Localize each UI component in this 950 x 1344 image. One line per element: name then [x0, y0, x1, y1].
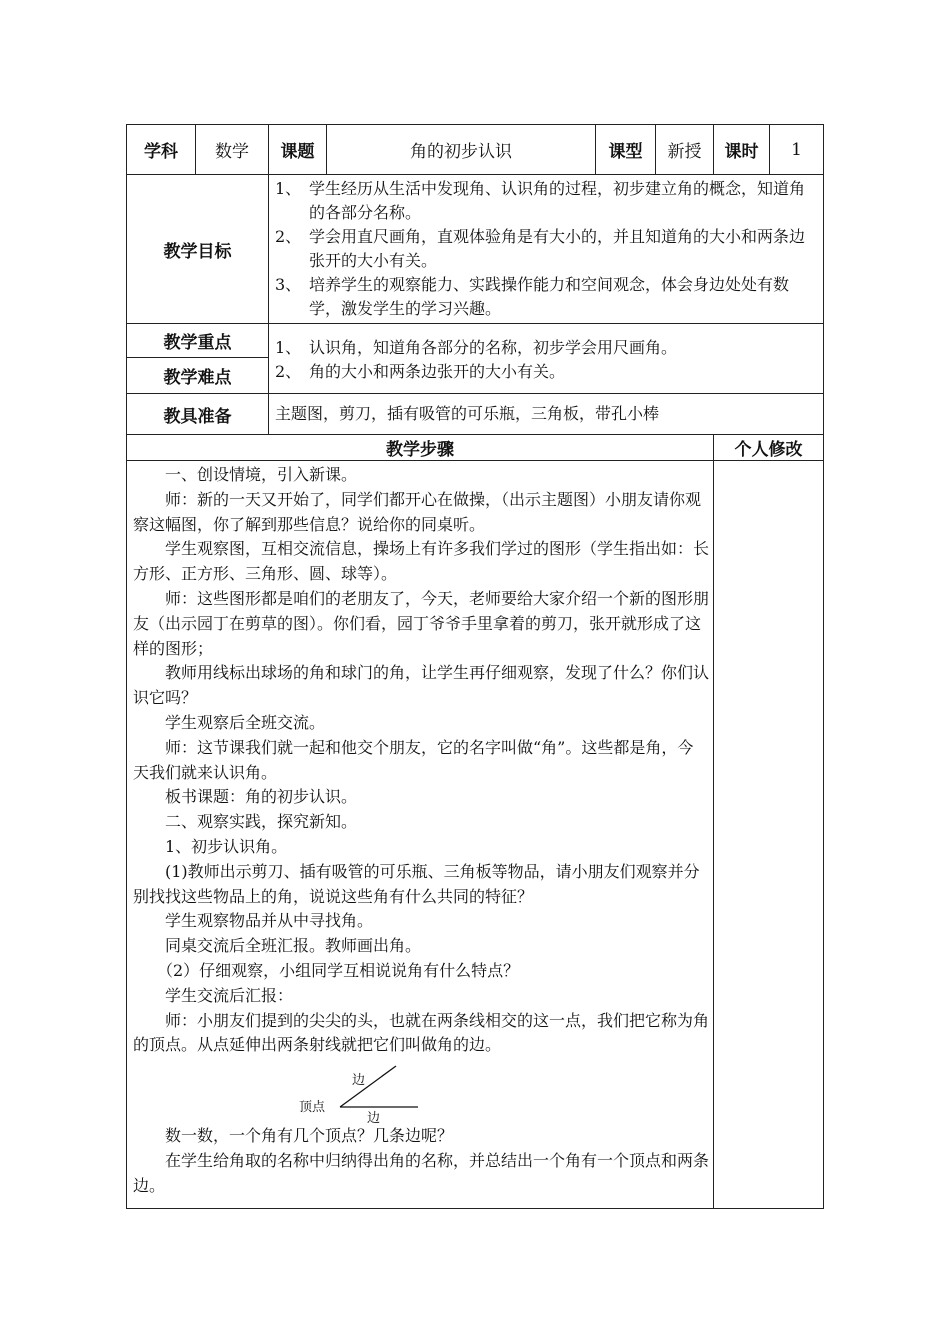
type-value: 新授 [656, 125, 714, 175]
focus-item: 1、 认识角，知道角各部分的名称，初步学会用尺画角。 [275, 337, 678, 357]
tools-label: 教具准备 [127, 394, 269, 435]
steps-content-row [127, 461, 824, 1209]
step-paragraph: 学生观察物品并从中寻找角。 [165, 911, 374, 931]
step-paragraph: 师：新的一天又开始了，同学们都开心在做操，（出示主题图）小朋友请你观察这幅图，你了解到那些信息？说给你的同桌听。 [133, 489, 702, 534]
goals-content [269, 175, 824, 324]
step-paragraph: 1、初步认识角。 [165, 836, 288, 856]
steps-content [127, 461, 714, 1209]
hours-value: 1 [770, 125, 824, 175]
step-paragraph: 教师用线标出球场的角和球门的角，让学生再仔细观察，发现了什么？你们认识它吗？ [133, 663, 710, 708]
steps-header-row [127, 435, 824, 461]
personal-edit-cell[interactable] [714, 461, 824, 1209]
type-label: 课型 [596, 125, 656, 175]
subject-label: 学科 [127, 125, 196, 175]
steps-after [133, 1124, 709, 1198]
step-paragraph: 一、创设情境，引入新课。 [165, 465, 358, 484]
side-top-label: 边 [352, 1073, 366, 1089]
step-paragraph: 学生观察后全班交流。 [165, 712, 326, 732]
angle-diagram [133, 1062, 709, 1127]
goals-label: 教学目标 [127, 175, 269, 324]
side-bottom-label: 边 [367, 1111, 381, 1127]
topic-label: 课题 [269, 125, 327, 175]
steps-label: 教学步骤 [127, 435, 714, 461]
step-paragraph: 在学生给角取的名称中归纳得出角的名称，并总结出一个角有一个顶点和两条边。 [133, 1150, 710, 1195]
step-paragraph: 同桌交流后全班汇报。教师画出角。 [165, 936, 422, 956]
subject-value: 数学 [196, 125, 269, 175]
step-paragraph: （2）仔细观察，小组同学互相说说角有什么特点？ [157, 960, 520, 980]
focus-item: 2、 角的大小和两条边张开的大小有关。 [275, 361, 566, 381]
steps-before [133, 463, 709, 1058]
step-paragraph: 板书课题：角的初步认识。 [165, 787, 358, 807]
hours-label: 课时 [714, 125, 770, 175]
tools-row [127, 394, 824, 435]
edit-label: 个人修改 [714, 435, 824, 461]
goal-item: 2、 学会用直尺画角，直观体验角是有大小的，并且知道角的大小和两条边张开的大小有关。 [275, 227, 806, 270]
angle-icon [328, 1062, 468, 1122]
step-paragraph: 学生交流后汇报： [165, 985, 294, 1005]
step-paragraph: 学生观察图，互相交流信息，操场上有许多我们学过的图形（学生指出如：长方形、正方形、三角形、圆、球等）。 [133, 539, 710, 584]
lesson-plan-table [126, 124, 824, 1209]
difficult-points-label: 教学难点 [127, 358, 269, 394]
topic-value: 角的初步认识 [327, 125, 596, 175]
step-paragraph: 二、观察实践，探究新知。 [165, 812, 358, 832]
step-paragraph: (1)教师出示剪刀、插有吸管的可乐瓶、三角板等物品，请小朋友们观察并分别找找这些物品上的角，说说这些角有什么共同的特征？ [133, 861, 700, 906]
goal-item: 3、 培养学生的观察能力、实践操作能力和空间观念，体会身边处处有数学，激发学生的学习兴趣。 [275, 275, 790, 318]
vertex-label: 顶点 [299, 1100, 326, 1116]
header-row [127, 125, 824, 175]
focus-content [269, 324, 824, 394]
lesson-plan-sheet [126, 124, 823, 1209]
step-paragraph: 师：小朋友们提到的尖尖的头，也就在两条线相交的这一点，我们把它称为角的顶点。从点延伸出两条射线就把它们叫做角的边。 [133, 1010, 710, 1055]
step-paragraph: 师：这些图形都是咱们的老朋友了，今天，老师要给大家介绍一个新的图形朋友（出示园丁在剪草的图）。你们看，园丁爷爷手里拿着的剪刀，张开就形成了这样的图形； [133, 588, 710, 658]
goals-row [127, 175, 824, 324]
key-points-label: 教学重点 [127, 324, 269, 358]
goal-item: 1、 学生经历从生活中发现角、认识角的过程，初步建立角的概念，知道角的各部分名称。 [275, 179, 806, 222]
tools-value: 主题图，剪刀，插有吸管的可乐瓶，三角板，带孔小棒 [269, 394, 824, 435]
step-paragraph: 数一数，一个角有几个顶点？几条边呢？ [165, 1126, 454, 1146]
step-paragraph: 师：这节课我们就一起和他交个朋友，它的名字叫做“角”。这些都是角，今天我们就来认识角。 [133, 737, 694, 782]
key-points-row [127, 324, 824, 358]
